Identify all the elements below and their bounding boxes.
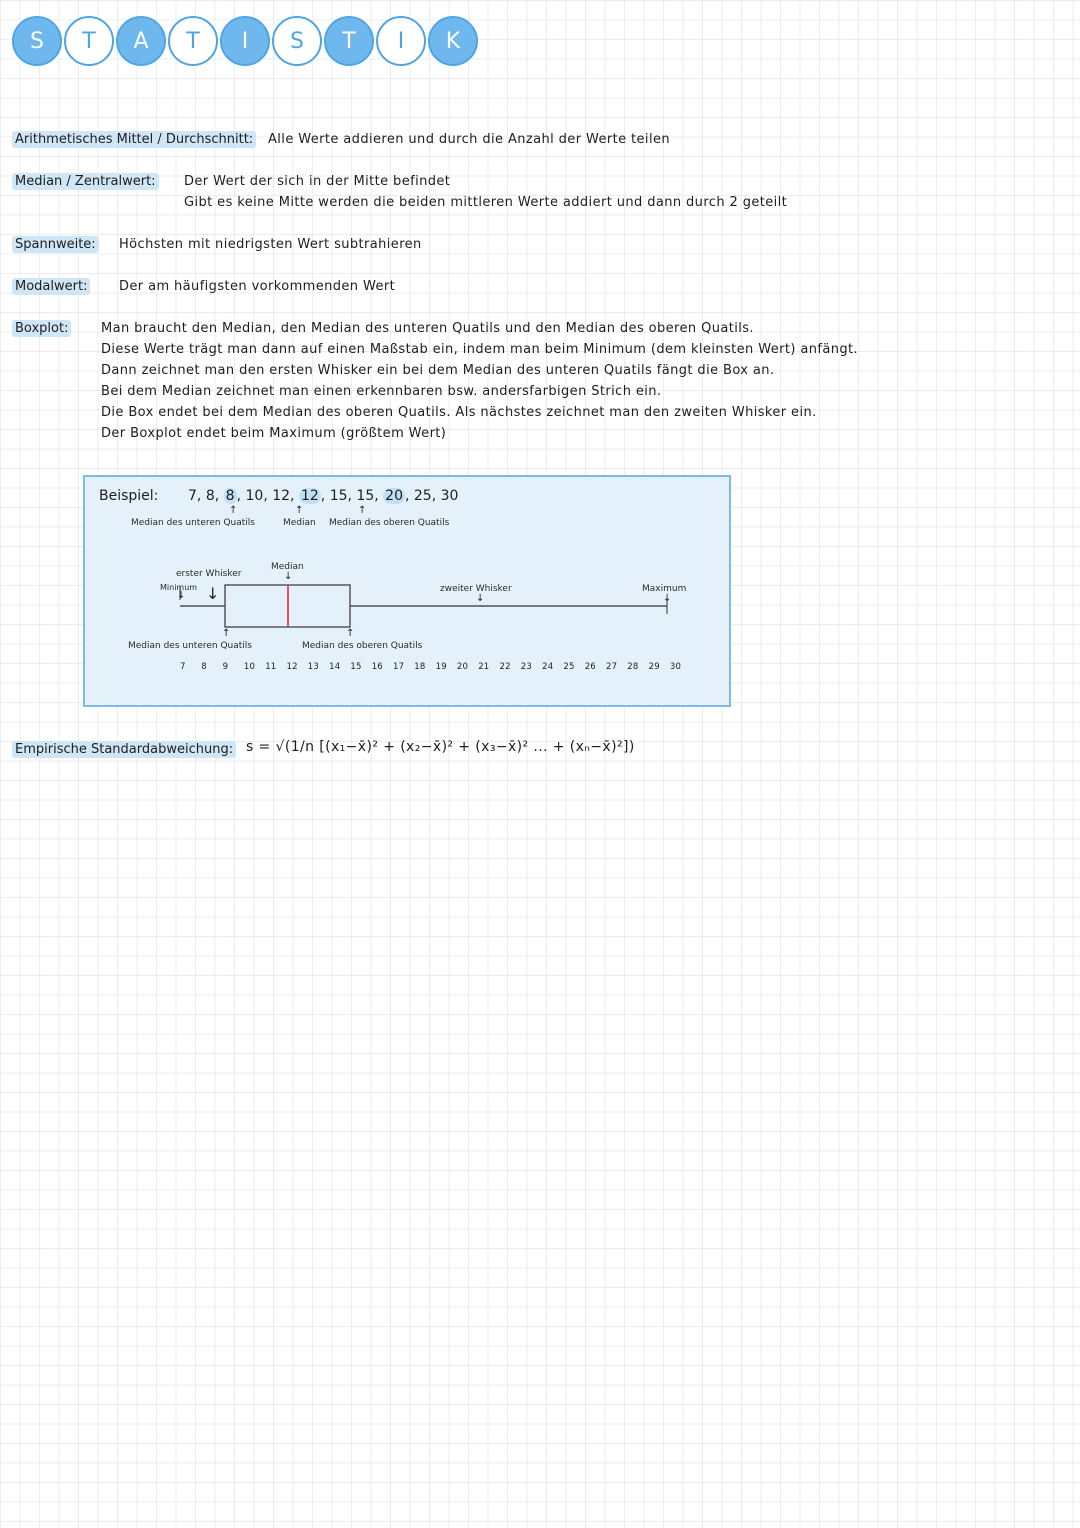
scale-tick: 21 — [478, 662, 490, 672]
example-values: 7, 8, 8 , 10, 12, 12 , 15, 15, 20 , 25, 30 — [188, 488, 459, 504]
text-boxplot-6: Der Boxplot endet beim Maximum (größtem Wert) — [101, 426, 447, 441]
example-value: 8 — [205, 488, 215, 504]
text-boxplot-4: Bei dem Median zeichnet man einen erkennbaren bsw. andersfarbigen Strich ein. — [101, 384, 662, 399]
title-letter-4: I — [220, 16, 270, 66]
ann-lower: Median des unteren Quatils — [131, 518, 255, 528]
arrow-q1: ↑ — [222, 628, 231, 639]
scale-tick: 30 — [669, 662, 682, 672]
text-boxplot-2: Diese Werte trägt man dann auf einen Maßstab ein, indem man beim Minimum (dem kleinsten Wert) anfängt. — [101, 342, 859, 357]
title-letter-3: T — [168, 16, 218, 66]
scale-tick: 11 — [265, 662, 277, 672]
scale-tick: 26 — [584, 662, 596, 672]
scale-tick: 23 — [520, 662, 533, 672]
arrow-upper: ↑ — [358, 505, 367, 516]
ann-upper: Median des oberen Quatils — [329, 518, 450, 528]
scale-tick: 12 — [286, 662, 298, 672]
title-letter-8: K — [428, 16, 478, 66]
scale-tick: 13 — [307, 662, 320, 672]
text-median-1: Der Wert der sich in der Mitte befindet — [184, 174, 451, 189]
scale-tick: 8 — [201, 662, 207, 672]
text-median-2: Gibt es keine Mitte werden die beiden mittleren Werte addiert und dann durch 2 geteilt — [184, 195, 788, 210]
scale-tick: 24 — [542, 662, 554, 672]
arrow-whisker2: ↓ — [476, 593, 485, 604]
title-letter-0: S — [12, 16, 62, 66]
text-boxplot-1: Man braucht den Median, den Median des unteren Quatils und den Median des oberen Quatils. — [101, 321, 754, 336]
example-value: 20 — [385, 488, 403, 504]
arrow-box-median: ↓ — [284, 571, 293, 582]
text-boxplot-3: Dann zeichnet man den ersten Whisker ein bei dem Median des unteren Quatils fängt die Box an. — [101, 363, 775, 378]
scale-tick: 15 — [350, 662, 362, 672]
scale-tick: 7 — [180, 662, 186, 672]
term-spannweite: Spannweite: — [12, 236, 99, 253]
arrow-lower: ↑ — [229, 505, 238, 516]
scale-tick: 25 — [563, 662, 575, 672]
ann-median: Median — [283, 518, 316, 528]
title-letter-1: T — [64, 16, 114, 66]
term-boxplot: Boxplot: — [12, 320, 71, 337]
example-value: 7 — [188, 488, 197, 504]
example-value: 12 — [272, 488, 291, 504]
formula-standard: s = √(1/n [(x₁−x̄)² + (x₂−x̄)² + (x₃−x̄)² ... + (xₙ−x̄)²]) — [246, 739, 635, 755]
example-label: Beispiel: — [99, 488, 159, 504]
term-mittel: Arithmetisches Mittel / Durchschnitt: — [12, 131, 256, 148]
example-value: 15 — [329, 488, 348, 504]
text-mittel: Alle Werte addieren und durch die Anzahl der Werte teilen — [268, 132, 670, 147]
label-minimum: Minimum — [160, 583, 198, 592]
label-maximum: Maximum — [642, 584, 687, 594]
text-spannweite: Höchsten mit niedrigsten Wert subtrahieren — [119, 237, 422, 252]
scale-tick: 19 — [435, 662, 447, 672]
term-modalwert: Modalwert: — [12, 278, 90, 295]
term-median: Median / Zentralwert: — [12, 173, 159, 190]
text-modalwert: Der am häufigsten vorkommenden Wert — [119, 279, 396, 294]
scale-tick: 18 — [414, 662, 426, 672]
title-letter-2: A — [116, 16, 166, 66]
title-letter-7: I — [376, 16, 426, 66]
scale-tick: 9 — [222, 662, 229, 672]
label-upper-q: Median des oberen Quatils — [302, 641, 423, 651]
example-value: 15 — [356, 488, 375, 504]
scale-tick: 14 — [329, 662, 341, 672]
label-whisker2: zweiter Whisker — [440, 584, 512, 594]
arrow-q3: ↑ — [346, 628, 355, 639]
arrow-whisker1: ↓ — [206, 584, 220, 603]
arrow-maximum: ↓ — [663, 593, 672, 604]
example-value: 30 — [440, 488, 459, 504]
scale-tick: 17 — [393, 662, 405, 672]
label-whisker1: erster Whisker — [176, 569, 242, 579]
example-value: 10 — [245, 488, 264, 504]
arrow-minimum: ↓ — [177, 590, 186, 601]
scale-tick: 20 — [456, 662, 469, 672]
label-lower-q: Median des unteren Quatils — [128, 641, 252, 651]
scale-tick: 27 — [606, 662, 618, 672]
scale-tick: 22 — [499, 662, 511, 672]
scale-tick: 16 — [371, 662, 383, 672]
scale-tick: 10 — [243, 662, 256, 672]
label-median: Median — [271, 562, 304, 572]
arrow-median: ↑ — [295, 505, 304, 516]
example-value: 8 — [225, 488, 235, 504]
example-value: 25 — [413, 488, 432, 504]
term-standard: Empirische Standardabweichung: — [12, 741, 236, 758]
scale-tick: 29 — [648, 662, 660, 672]
text-boxplot-5: Die Box endet bei dem Median des oberen Quatils. Als nächstes zeichnet man den zweiten Whisker ein. — [101, 405, 817, 420]
title-letter-5: S — [272, 16, 322, 66]
scale-tick: 28 — [627, 662, 639, 672]
title-letter-6: T — [324, 16, 374, 66]
example-value: 12 — [300, 488, 319, 504]
